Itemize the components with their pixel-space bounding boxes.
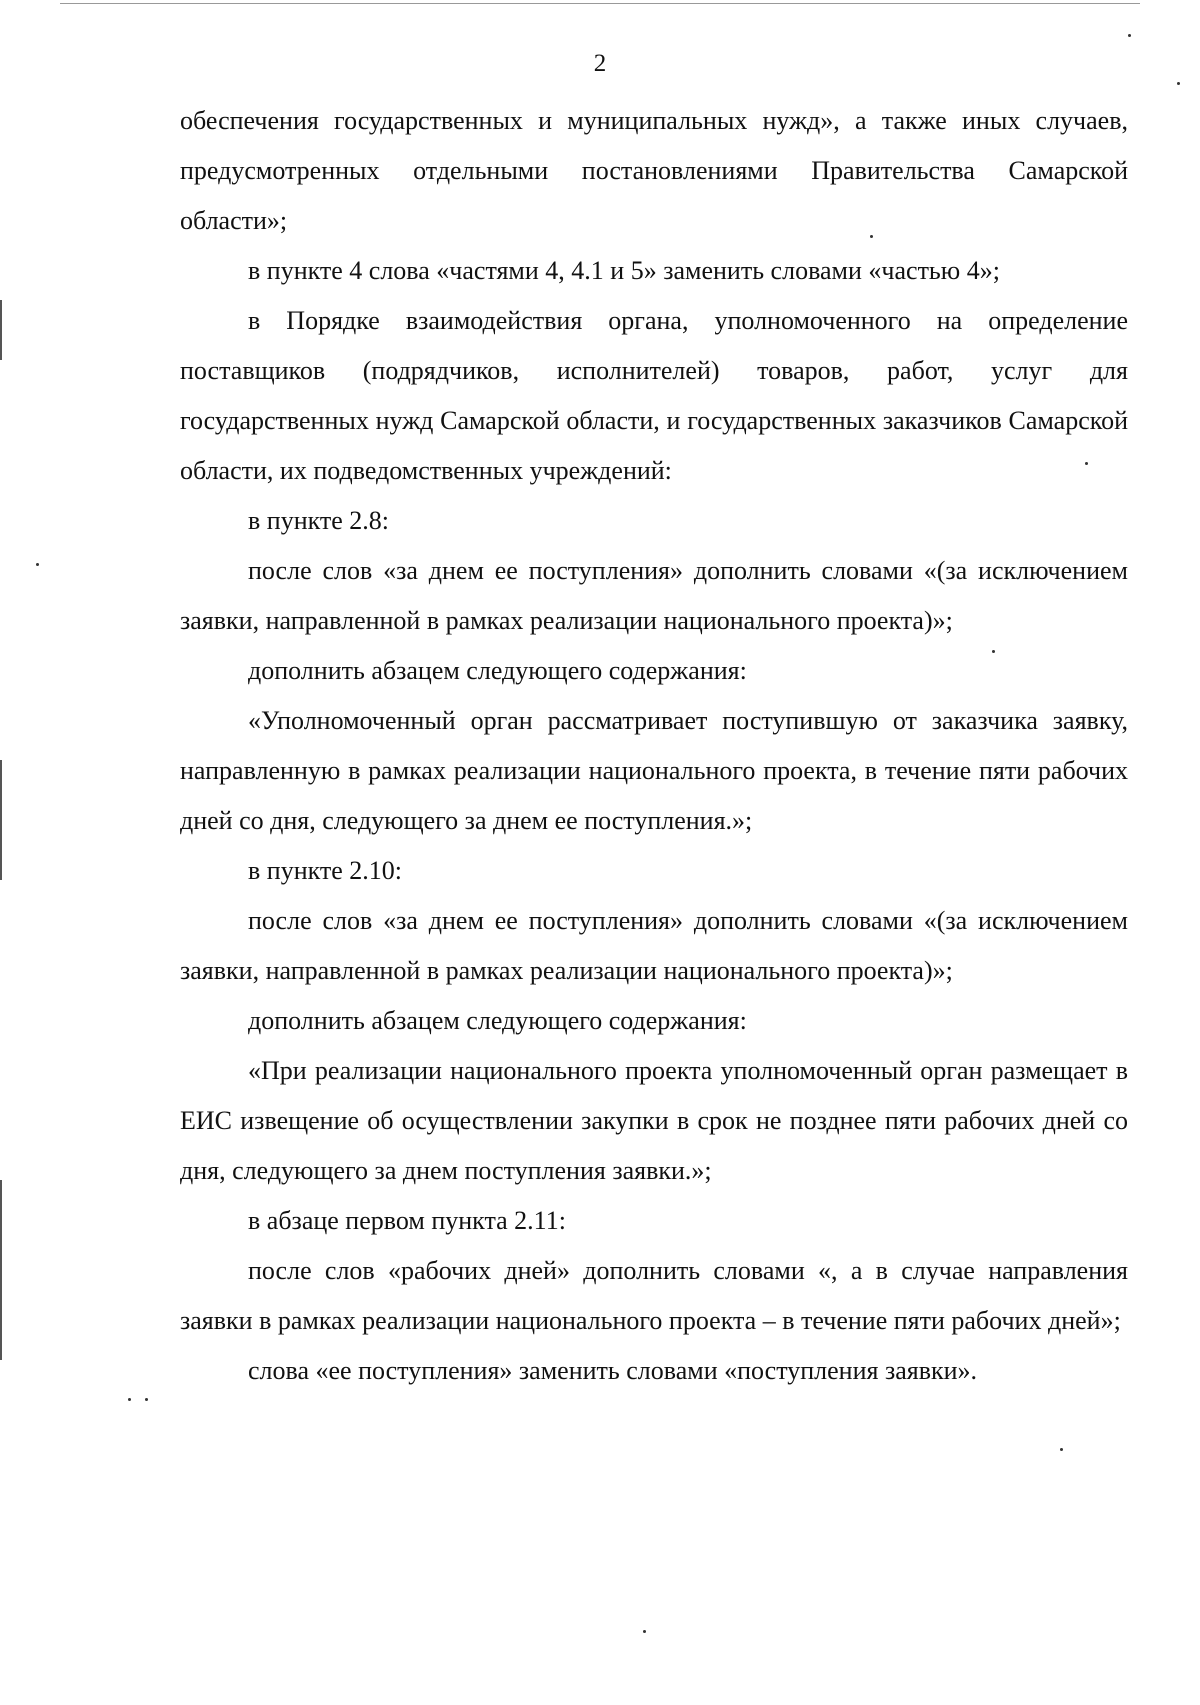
paragraph-quote-2-8: «Уполномоченный орган рассматривает поступившую от заказчика заявку, направленную в рамках реализации национального проекта, в течение пяти рабочих дней со дня, следующего за днем ее поступления.»; — [180, 706, 1128, 835]
scan-speck — [36, 563, 39, 566]
scan-speck — [128, 1398, 131, 1401]
paragraph-item-2-8-amend: после слов «за днем ее поступления» дополнить словами «(за исключением заявки, направленной в рамках реализации национального проекта)»; — [180, 556, 1128, 635]
scan-top-rule — [60, 3, 1140, 4]
paragraph-item-2-8: в пункте 2.8: — [248, 506, 390, 535]
scan-speck — [145, 1398, 148, 1401]
document-body — [180, 96, 1128, 1396]
scan-speck — [643, 1630, 646, 1633]
page-number: 2 — [593, 50, 607, 77]
paragraph-procedure-intro: в Порядке взаимодействия органа, уполномоченного на определение поставщиков (подрядчиков, исполнителей) товаров, работ, услуг для государственных нужд Самарской области, и государственных заказчиков Самарской области, их подведомственных учреждений: — [180, 306, 1128, 485]
scan-speck — [1060, 1448, 1063, 1451]
paragraph-item-4: в пункте 4 слова «частями 4, 4.1 и 5» заменить словами «частью 4»; — [248, 256, 1000, 285]
paragraph-item-2-11-amend: после слов «рабочих дней» дополнить словами «, а в случае направления заявки в рамках реализации национального проекта – в течение пяти рабочих дней»; — [180, 1256, 1128, 1335]
scan-edge-mark — [0, 1180, 2, 1360]
paragraph-add-abzac: дополнить абзацем следующего содержания: — [248, 656, 747, 685]
scan-speck — [1128, 34, 1131, 37]
paragraph-item-2-11: в абзаце первом пункта 2.11: — [248, 1206, 566, 1235]
scan-speck — [1177, 82, 1180, 85]
paragraph-quote-2-10: «При реализации национального проекта уполномоченный орган размещает в ЕИС извещение об осуществлении закупки в срок не позднее пяти рабочих дней со дня, следующего за днем поступления заявки.»; — [180, 1056, 1128, 1185]
paragraph-add-abzac: дополнить абзацем следующего содержания: — [248, 1006, 747, 1035]
scan-edge-mark — [0, 760, 2, 880]
paragraph-continuation: обеспечения государственных и муниципальных нужд», а также иных случаев, предусмотренных отдельными постановлениями Правительства Самарской области»; — [180, 106, 1128, 235]
scan-edge-mark — [0, 300, 2, 360]
paragraph-item-2-11-replace: слова «ее поступления» заменить словами «поступления заявки». — [248, 1356, 978, 1385]
paragraph-item-2-10: в пункте 2.10: — [248, 856, 403, 885]
paragraph-item-2-10-amend: после слов «за днем ее поступления» дополнить словами «(за исключением заявки, направленной в рамках реализации национального проекта)»; — [180, 906, 1128, 985]
